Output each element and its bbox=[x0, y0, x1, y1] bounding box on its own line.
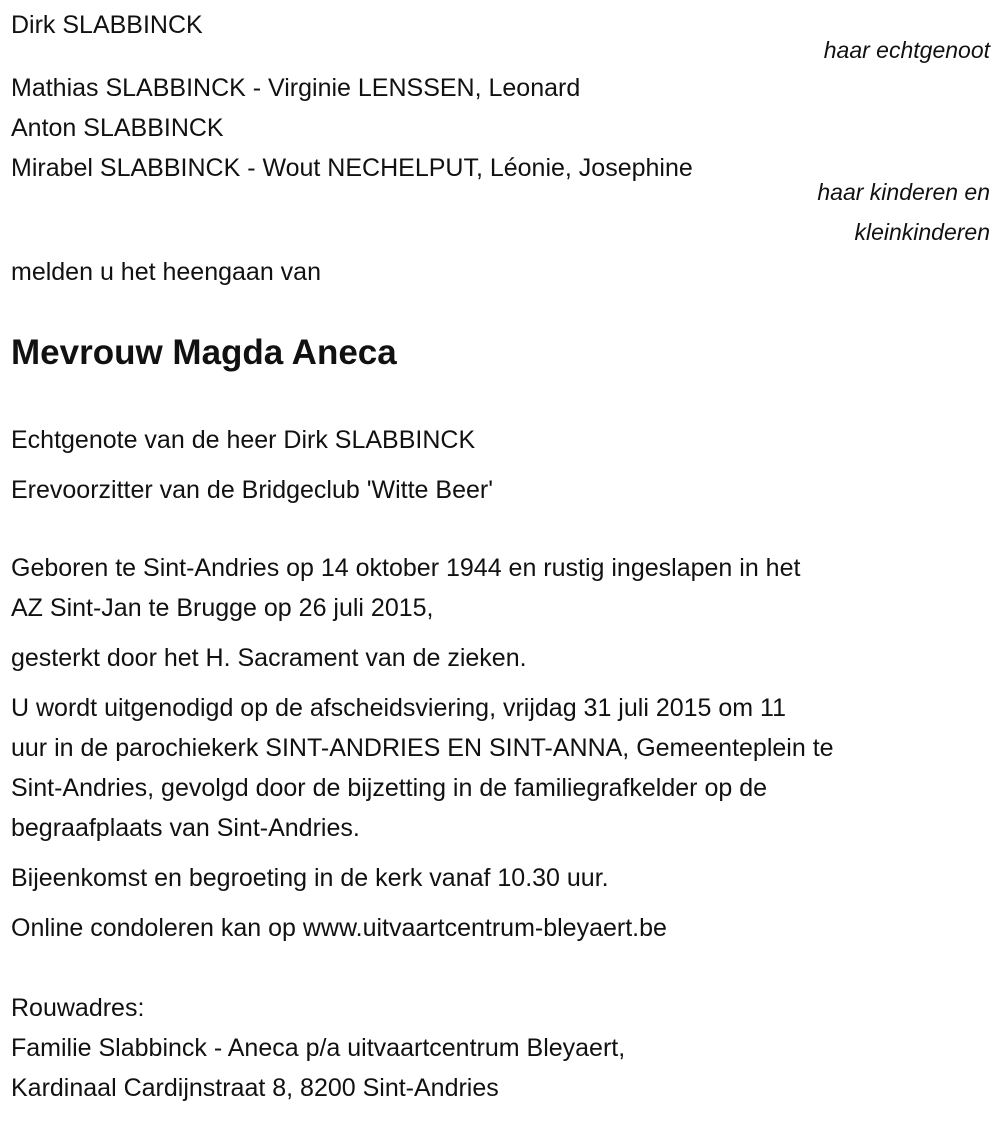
gathering-line: Bijeenkomst en begroeting in de kerk vanaf 10.30 uur. bbox=[11, 864, 609, 892]
ceremony-line: uur in de parochiekerk SINT-ANDRIES EN SINT-ANNA, Gemeenteplein te bbox=[11, 734, 834, 762]
online-condolence: Online condoleren kan op www.uitvaartcentrum-bleyaert.be bbox=[11, 914, 667, 942]
child-line: Anton SLABBINCK bbox=[11, 114, 224, 142]
address-label: Rouwadres: bbox=[11, 994, 145, 1022]
ceremony-line: begraafplaats van Sint-Andries. bbox=[11, 814, 360, 842]
sacrament-line: gesterkt door het H. Sacrament van de zieken. bbox=[11, 644, 527, 672]
birth-line: AZ Sint-Jan te Brugge op 26 juli 2015, bbox=[11, 594, 434, 622]
deceased-name: Mevrouw Magda Aneca bbox=[11, 333, 397, 372]
spouse-role: haar echtgenoot bbox=[823, 37, 990, 63]
ceremony-line: U wordt uitgenodigd op de afscheidsviering, vrijdag 31 juli 2015 om 11 bbox=[11, 694, 787, 722]
birth-line: Geboren te Sint-Andries op 14 oktober 1944 en rustig ingeslapen in het bbox=[11, 554, 801, 582]
ceremony-line: Sint-Andries, gevolgd door de bijzetting in de familiegrafkelder op de bbox=[11, 774, 768, 802]
child-line: Mirabel SLABBINCK - Wout NECHELPUT, Léonie, Josephine bbox=[11, 154, 693, 182]
child-line: Mathias SLABBINCK - Virginie LENSSEN, Leonard bbox=[11, 74, 581, 102]
address-line: Familie Slabbinck - Aneca p/a uitvaartcentrum Bleyaert, bbox=[11, 1034, 626, 1062]
children-role-2: kleinkinderen bbox=[854, 219, 990, 245]
announcement: melden u het heengaan van bbox=[11, 258, 321, 286]
spouse-name: Dirk SLABBINCK bbox=[11, 11, 203, 39]
children-role: haar kinderen en bbox=[817, 179, 990, 205]
address-line: Kardinaal Cardijnstraat 8, 8200 Sint-Andries bbox=[11, 1074, 499, 1102]
title-line: Erevoorzitter van de Bridgeclub 'Witte Beer' bbox=[11, 476, 493, 504]
title-line: Echtgenote van de heer Dirk SLABBINCK bbox=[11, 426, 476, 454]
